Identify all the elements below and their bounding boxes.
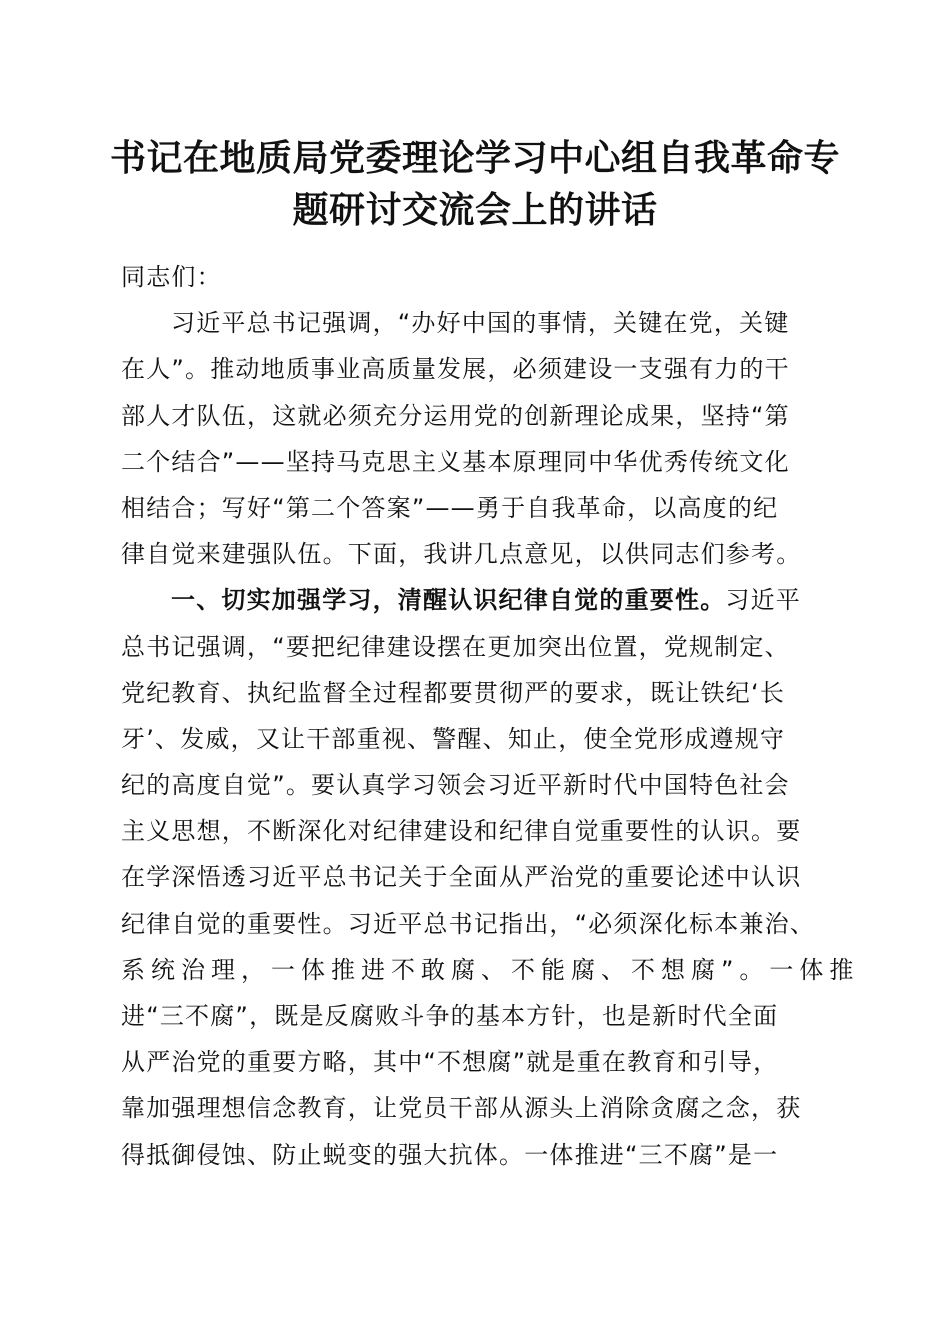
paragraph-line: 律自觉来建强队伍。下面，我讲几点意见，以供同志们参考。 [121, 540, 802, 569]
paragraph-line: 相结合；写好“第二个答案”——勇于自我革命，以高度的纪 [121, 493, 779, 522]
paragraph-line: 二个结合”——坚持马克思主义基本原理同中华优秀传统文化 [121, 447, 790, 476]
paragraph-line: 习近平总书记强调，“办好中国的事情，关键在党，关键 [171, 309, 790, 338]
document-body [121, 254, 860, 1178]
section-heading: 一、切实加强学习，清醒认识纪律自觉的重要性。 [171, 586, 726, 615]
paragraph-line: 部人才队伍，这就必须充分运用党的创新理论成果，坚持“第 [121, 401, 790, 430]
paragraph-line: 系统治理，一体推进不敢腐、不能腐、不想腐”。一体推 [121, 955, 860, 984]
paragraph-line: 党纪教育、执纪监督全过程都要贯彻严的要求，既让铁纪‘长 [121, 678, 786, 707]
paragraph-line: 从严治党的重要方略，其中“不想腐”就是重在教育和引导， [121, 1048, 779, 1077]
title-line-1: 书记在地质局党委理论学习中心组自我革命专 [109, 137, 840, 179]
paragraph-line: 纪的高度自觉”。要认真学习领会习近平新时代中国特色社会 [121, 771, 790, 800]
salutation: 同志们： [121, 263, 222, 291]
paragraph-line [121, 577, 831, 623]
paragraph-text: 习近平 [725, 586, 802, 615]
paragraph-line: 纪律自觉的重要性。习近平总书记指出，“必须深化标本兼治、 [121, 909, 816, 938]
document-title [100, 132, 850, 236]
paragraph-line: 主义思想，不断深化对纪律建设和纪律自觉重要性的认识。要 [121, 817, 802, 846]
paragraph-line: 在人”。推动地质事业高质量发展，必须建设一支强有力的干 [121, 355, 790, 384]
title-line-2: 题研讨交流会上的讲话 [292, 189, 658, 231]
paragraph-line: 进“三不腐”，既是反腐败斗争的基本方针，也是新时代全面 [121, 1002, 779, 1030]
paragraph-line: 在学深悟透习近平总书记关于全面从严治党的重要论述中认识 [121, 863, 802, 892]
paragraph-2 [121, 577, 860, 1177]
paragraph-line: 得抵御侵蚀、防止蜕变的强大抗体。一体推进“三不腐”是一 [121, 1140, 779, 1169]
paragraph-line: 靠加强理想信念教育，让党员干部从源头上消除贪腐之念，获 [121, 1094, 802, 1123]
paragraph-line: 总书记强调，“要把纪律建设摆在更加突出位置，党规制定、 [121, 632, 790, 661]
paragraph-1 [121, 300, 831, 577]
paragraph-line: 牙’、发威，又让干部重视、警醒、知止，使全党形成遵规守 [121, 724, 786, 753]
